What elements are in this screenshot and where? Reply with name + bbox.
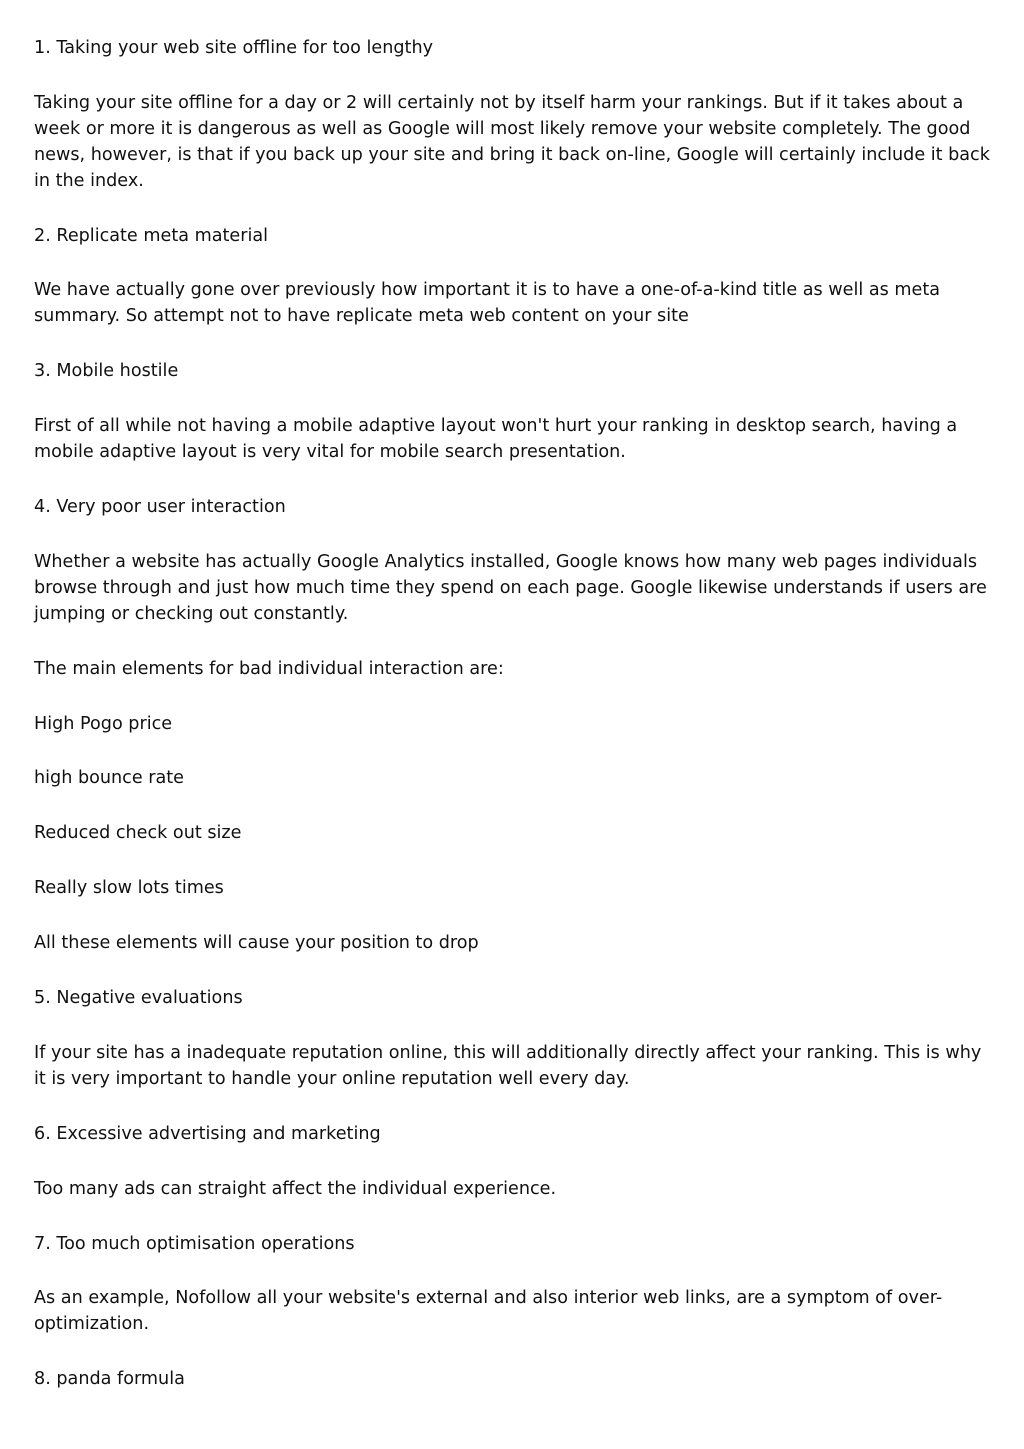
paragraph-mobile: First of all while not having a mobile adaptive layout won't hurt your ranking in desktop search, having a mobile adaptive layout is very vital for mobile search presentation. xyxy=(34,416,958,463)
heading-2-replicate-meta: 2. Replicate meta material xyxy=(34,225,269,246)
paragraph-position-drop: All these elements will cause your position to drop xyxy=(34,933,479,954)
document-page xyxy=(34,36,994,1422)
paragraph-meta: We have actually gone over previously how important it is to have a one-of-a-kind title as well as meta summary. So attempt not to have replicate meta web content on your site xyxy=(34,280,941,327)
heading-6-excessive-advertising: 6. Excessive advertising and marketing xyxy=(34,1123,381,1144)
list-item-checkout-size: Reduced check out size xyxy=(34,823,242,844)
heading-4-user-interaction: 4. Very poor user interaction xyxy=(34,496,286,517)
list-item-bounce: high bounce rate xyxy=(34,768,185,789)
heading-5-negative-evaluations: 5. Negative evaluations xyxy=(34,988,243,1009)
list-item-slow-load: Really slow lots times xyxy=(34,878,224,899)
heading-7-optimisation: 7. Too much optimisation operations xyxy=(34,1233,355,1254)
list-item-pogo: High Pogo price xyxy=(34,713,173,734)
heading-3-mobile-hostile: 3. Mobile hostile xyxy=(34,361,179,382)
paragraph-main-elements: The main elements for bad individual interaction are: xyxy=(34,658,504,679)
heading-1-taking-offline: 1. Taking your web site offline for too lengthy xyxy=(34,38,434,58)
paragraph-ads: Too many ads can straight affect the individual experience. xyxy=(34,1178,557,1199)
paragraph-reputation: If your site has a inadequate reputation online, this will additionally directly affect your ranking. This is why it is very important to handle your online reputation well every day. xyxy=(34,1042,982,1089)
paragraph-interaction: Whether a website has actually Google Analytics installed, Google knows how many web pages individuals browse through and just how much time they spend on each page. Google likewise understands if users are jumping or checking out constantly. xyxy=(34,551,987,624)
paragraph-nofollow: As an example, Nofollow all your website's external and also interior web links, are a symptom of over-optimization. xyxy=(34,1288,943,1335)
heading-8-panda: 8. panda formula xyxy=(34,1369,185,1390)
paragraph-offline: Taking your site offline for a day or 2 will certainly not by itself harm your rankings. But if it takes about a week or more it is dangerous as well as Google will most likely remove your website completely. The good news, however, is that if you back up your site and bring it back on-line, Google will certainly include it back in the index. xyxy=(34,92,990,191)
